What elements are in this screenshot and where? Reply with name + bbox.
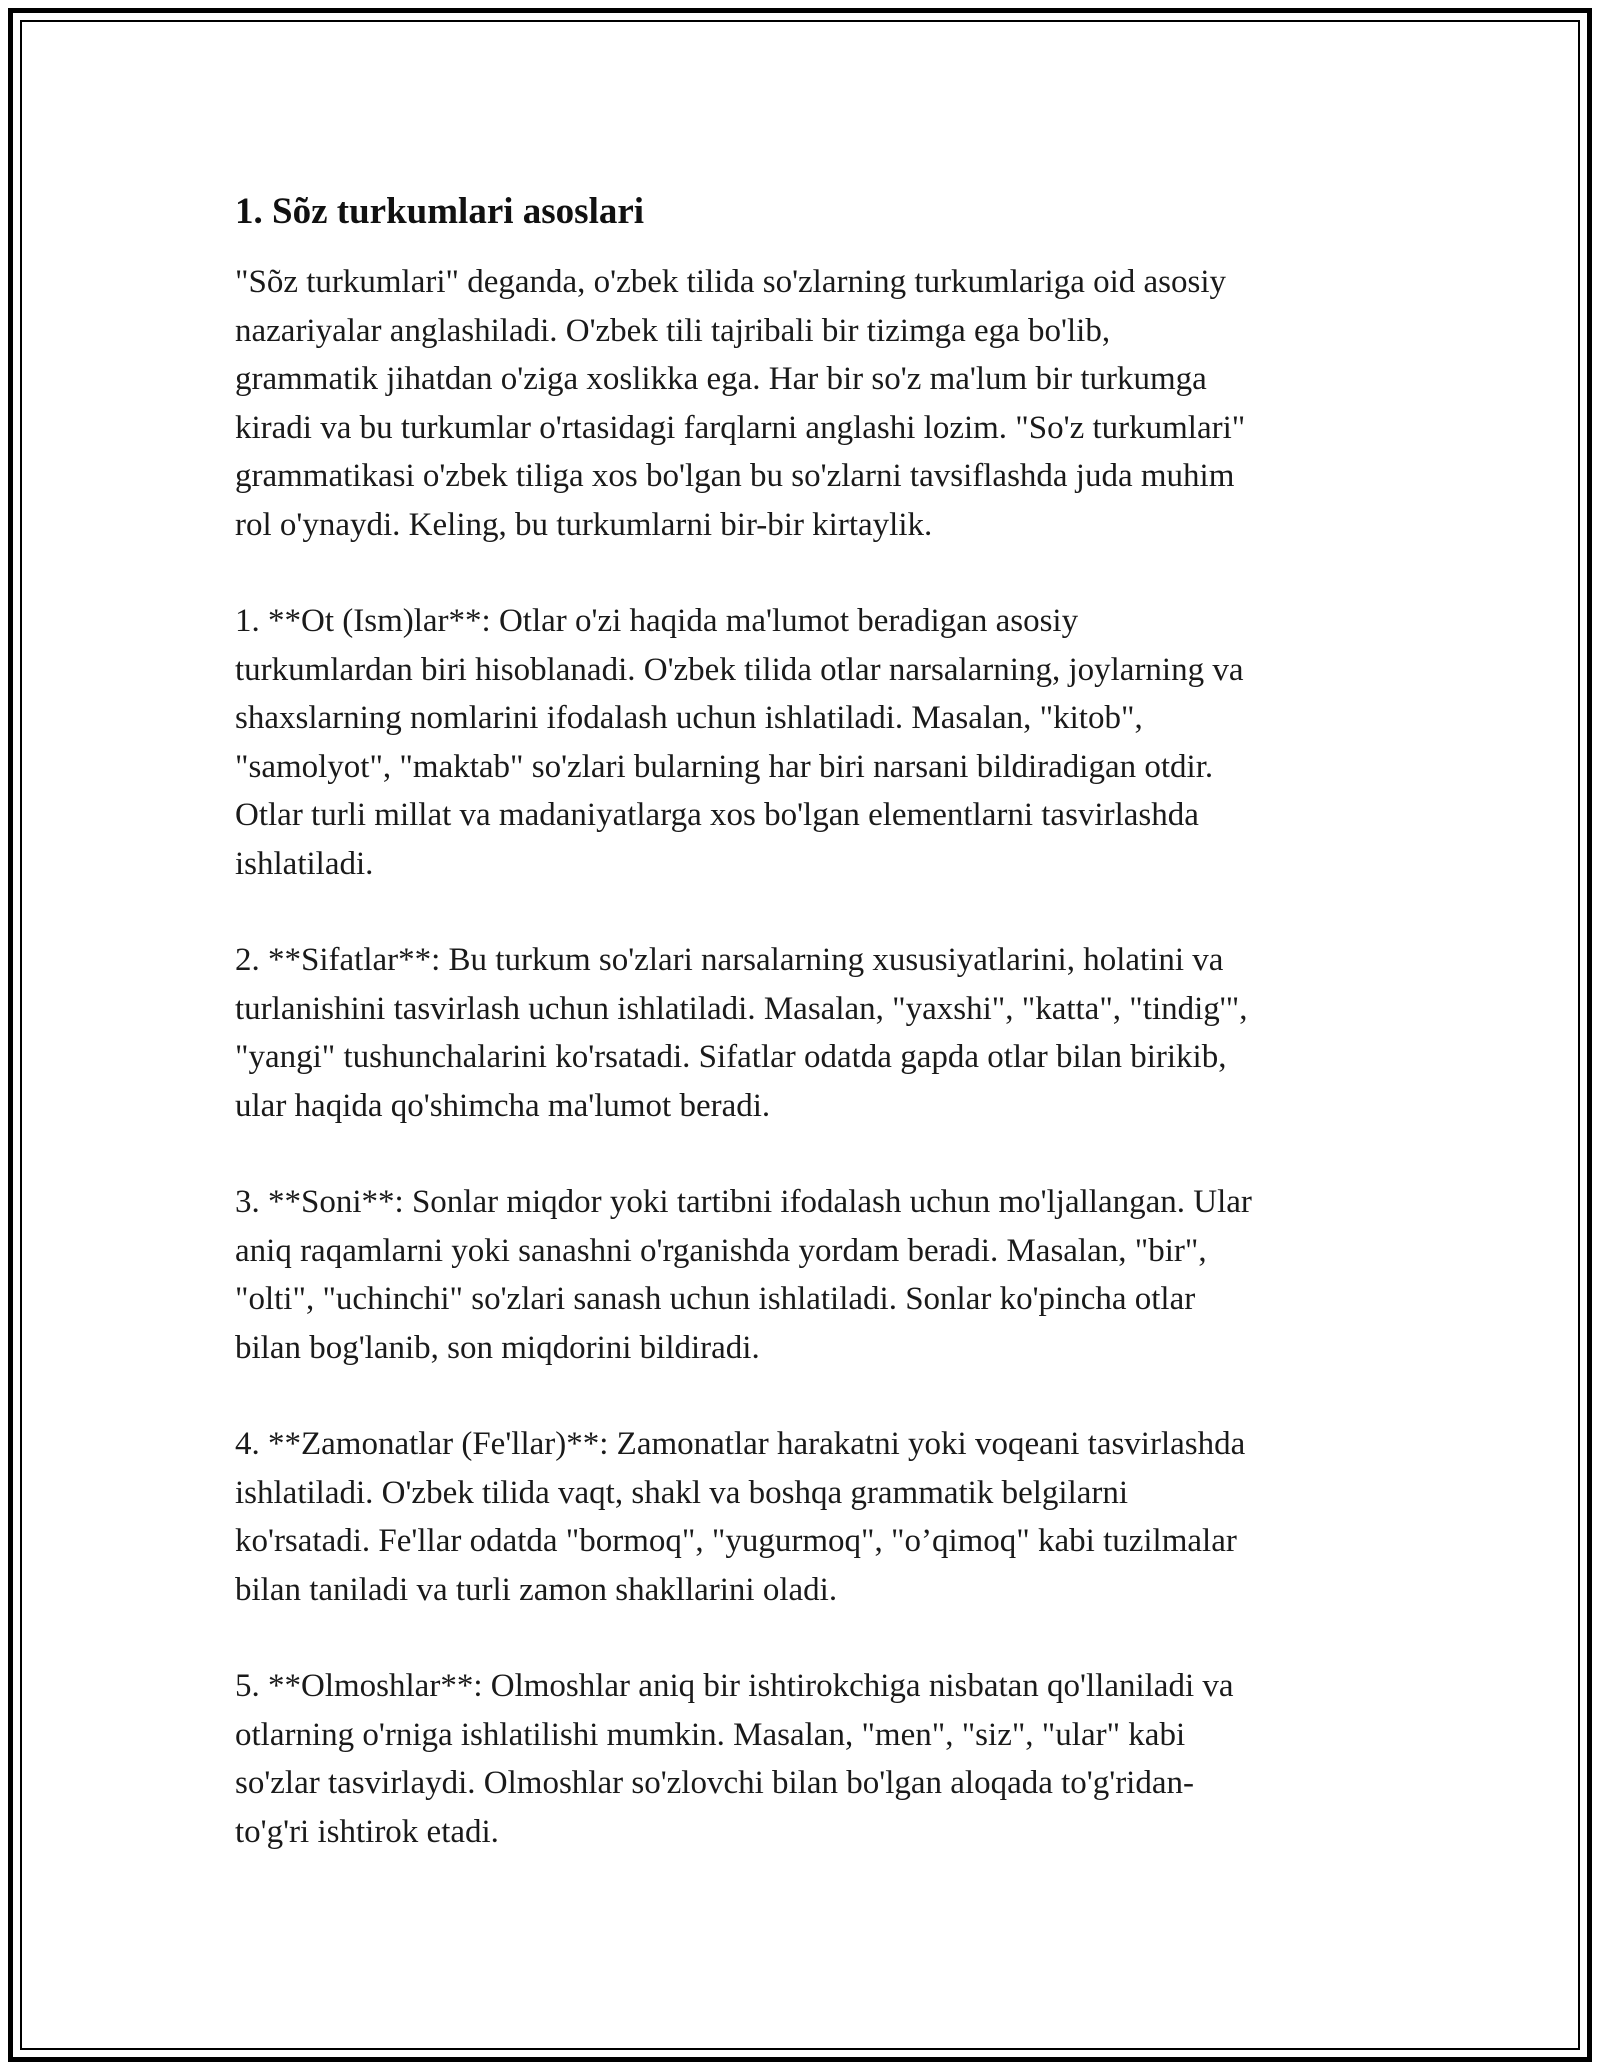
list-item-olmoshlar: 5. **Olmoshlar**: Olmoshlar aniq bir ishtirokchiga nisbatan qo'llaniladi va otlarning o'rniga ishlatilishi mumkin. Masalan, "men", "siz", "ular" kabi so'zlar tasvirlaydi. Olmoshlar so'zlovchi bilan bo'lgan aloqada to'g'ridan- to'g'ri ishtirok etadi.: [235, 1668, 1234, 1850]
list-item-sifatlar: 2. **Sifatlar**: Bu turkum so'zlari narsalarning xususiyatlarini, holatini va turlanishini tasvirlash uchun ishlatiladi. Masalan, "yaxshi", "katta", "tindig'", "yangi" tushunchalarini ko'rsatadi. Sifatlar odatda gapda otlar bilan birikib, ular haqida qo'shimcha ma'lumot beradi.: [235, 942, 1248, 1124]
list-item-ot: 1. **Ot (Ism)lar**: Otlar o'zi haqida ma'lumot beradigan asosiy turkumlardan biri hisoblanadi. O'zbek tilida otlar narsalarning, joylarning va shaxslarning nomlarini ifodalash uchun ishlatiladi. Masalan, "kitob", "samolyot", "maktab" so'zlari bularning har biri narsani bildiradigan otdir. Otlar turli millat va madaniyatlarga xos bo'lgan elementlarni tasvirlashda ishlatiladi.: [235, 603, 1244, 882]
list-item-zamonatlar: 4. **Zamonatlar (Fe'llar)**: Zamonatlar harakatni yoki voqeani tasvirlashda ishlatiladi. O'zbek tilida vaqt, shakl va boshqa grammatik belgilarni ko'rsatadi. Fe'llar odatda "bormoq", "yugurmoq", "o’qimoq" kabi tuzilmalar bilan taniladi va turli zamon shakllarini oladi.: [235, 1426, 1246, 1608]
intro-paragraph: "Sõz turkumlari" deganda, o'zbek tilida so'zlarning turkumlariga oid asosiy nazariyalar anglashiladi. O'zbek tili tajribali bir tizimga ega bo'lib, grammatik jihatdan o'ziga xoslikka ega. Har bir so'z ma'lum bir turkumga kiradi va bu turkumlar o'rtasidagi farqlarni anglashi lozim. "So'z turkumlari" grammatikasi o'zbek tiliga xos bo'lgan bu so'zlarni tavsiflashda juda muhim rol o'ynaydi. Keling, bu turkumlarni bir-bir kirtaylik.: [235, 264, 1246, 543]
section-heading: 1. Sõz turkumlari asoslari: [235, 191, 645, 232]
list-item-soni: 3. **Soni**: Sonlar miqdor yoki tartibni ifodalash uchun mo'ljallangan. Ular aniq raqamlarni yoki sanashni o'rganishda yordam beradi. Masalan, "bir", "olti", "uchinchi" so'zlari sanash uchun ishlatiladi. Sonlar ko'pincha otlar bilan bog'lanib, son miqdorini bildiradi.: [235, 1184, 1252, 1366]
document-body: [235, 186, 1365, 1904]
